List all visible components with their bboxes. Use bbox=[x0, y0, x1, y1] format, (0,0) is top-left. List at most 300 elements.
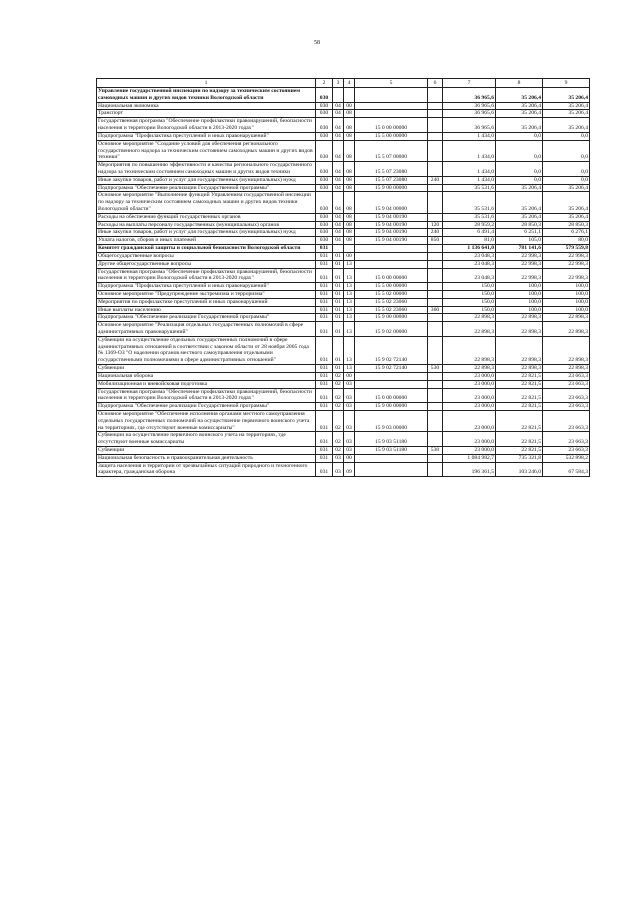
target-article-cell: 15 0 00 00000 bbox=[355, 388, 428, 403]
table-row bbox=[97, 388, 590, 403]
table-row bbox=[97, 306, 590, 314]
amount-col7-cell: 36 965,6 bbox=[443, 118, 496, 133]
amount-col8-cell: 22 821,5 bbox=[496, 447, 543, 455]
podrazdel-cell: 08 bbox=[344, 140, 355, 161]
expense-type-cell bbox=[428, 88, 443, 103]
amount-col9-cell: 35 206,4 bbox=[543, 102, 590, 110]
razdel-cell: 04 bbox=[333, 110, 344, 118]
podrazdel-cell bbox=[344, 88, 355, 103]
expense-type-cell bbox=[428, 118, 443, 133]
amount-col7-cell: 36 965,6 bbox=[443, 102, 496, 110]
amount-col9-cell: 35 206,4 bbox=[543, 110, 590, 118]
target-article-cell: 15 9 02 00000 bbox=[355, 322, 428, 337]
glava-cell: 031 bbox=[316, 336, 333, 364]
amount-col7-cell: 1 136 641,0 bbox=[443, 245, 496, 253]
podrazdel-cell: 13 bbox=[344, 260, 355, 268]
glava-cell: 030 bbox=[316, 176, 333, 184]
amount-col7-cell: 1 434,0 bbox=[443, 140, 496, 161]
table-row bbox=[97, 462, 590, 477]
amount-col7-cell: 35 531,6 bbox=[443, 213, 496, 221]
description-cell: Основное мероприятие "Реализация отдельных государственных полномочий в сфере административных правонарушений" bbox=[97, 322, 316, 337]
description-cell: Иные закупки товаров, работ и услуг для государственных (муниципальных) нужд bbox=[97, 229, 316, 237]
podrazdel-cell: 03 bbox=[344, 388, 355, 403]
expense-type-cell bbox=[428, 380, 443, 388]
glava-cell: 030 bbox=[316, 237, 333, 245]
target-article-cell: 15 9 03 00000 bbox=[355, 410, 428, 431]
glava-cell: 031 bbox=[316, 403, 333, 411]
podrazdel-cell: 08 bbox=[344, 132, 355, 140]
expense-type-cell bbox=[428, 298, 443, 306]
razdel-cell: 04 bbox=[333, 140, 344, 161]
amount-col8-cell: 100,0 bbox=[496, 298, 543, 306]
amount-col8-cell: 22 898,3 bbox=[496, 314, 543, 322]
razdel-cell: 01 bbox=[333, 260, 344, 268]
description-cell: Субвенции bbox=[97, 447, 316, 455]
glava-cell: 031 bbox=[316, 283, 333, 291]
glava-cell: 031 bbox=[316, 306, 333, 314]
razdel-cell: 02 bbox=[333, 372, 344, 380]
expense-type-cell bbox=[428, 213, 443, 221]
amount-col8-cell: 35 206,4 bbox=[496, 110, 543, 118]
expense-type-cell bbox=[428, 290, 443, 298]
amount-col9-cell: 100,0 bbox=[543, 306, 590, 314]
amount-col8-cell: 22 821,5 bbox=[496, 410, 543, 431]
description-cell: Государственная программа "Обеспечение профилактики правонарушений, безопасности населения и территории Вологодской области в 2013-2020 годах" bbox=[97, 388, 316, 403]
razdel-cell: 01 bbox=[333, 252, 344, 260]
expense-type-cell bbox=[428, 110, 443, 118]
table-row bbox=[97, 245, 590, 253]
target-article-cell bbox=[355, 380, 428, 388]
expense-type-cell bbox=[428, 388, 443, 403]
glava-cell: 030 bbox=[316, 221, 333, 229]
amount-col8-cell: 35 206,4 bbox=[496, 118, 543, 133]
target-article-cell bbox=[355, 252, 428, 260]
podrazdel-cell: 08 bbox=[344, 162, 355, 177]
amount-col8-cell: 0,0 bbox=[496, 140, 543, 161]
description-cell: Иные выплаты населению bbox=[97, 306, 316, 314]
amount-col7-cell: 36 965,6 bbox=[443, 88, 496, 103]
podrazdel-cell: 13 bbox=[344, 314, 355, 322]
amount-col8-cell: 35 206,4 bbox=[496, 192, 543, 213]
table-row bbox=[97, 237, 590, 245]
table-row bbox=[97, 447, 590, 455]
table-row bbox=[97, 365, 590, 373]
amount-col8-cell: 35 206,4 bbox=[496, 213, 543, 221]
glava-cell: 030 bbox=[316, 229, 333, 237]
expense-type-cell: 240 bbox=[428, 229, 443, 237]
razdel-cell: 04 bbox=[333, 192, 344, 213]
glava-cell: 030 bbox=[316, 110, 333, 118]
description-cell: Национальная экономика bbox=[97, 102, 316, 110]
header-cell: 9 bbox=[543, 79, 590, 88]
glava-cell: 030 bbox=[316, 118, 333, 133]
podrazdel-cell: 00 bbox=[344, 454, 355, 462]
description-cell: Расходы на выплаты персоналу государственных (муниципальных) органов bbox=[97, 221, 316, 229]
target-article-cell bbox=[355, 462, 428, 477]
description-cell: Уплата налогов, сборов и иных платежей bbox=[97, 237, 316, 245]
description-cell: Основное мероприятие "Обеспечение исполнения органами местного самоуправления отдельных государственных полномочий на осуществление первичного воинского учета на территориях, где отсутствуют военные комиссариаты" bbox=[97, 410, 316, 431]
target-article-cell: 15 9 00 00000 bbox=[355, 184, 428, 192]
description-cell: Управление государственной инспекции по надзору за техническим состоянием самоходных машин и других видов техники Вологодской области bbox=[97, 88, 316, 103]
razdel-cell: 02 bbox=[333, 432, 344, 447]
target-article-cell bbox=[355, 245, 428, 253]
podrazdel-cell: 13 bbox=[344, 283, 355, 291]
amount-col9-cell: 100,0 bbox=[543, 283, 590, 291]
glava-cell: 031 bbox=[316, 252, 333, 260]
glava-cell: 031 bbox=[316, 388, 333, 403]
amount-col8-cell: 35 206,4 bbox=[496, 102, 543, 110]
razdel-cell: 03 bbox=[333, 462, 344, 477]
glava-cell: 031 bbox=[316, 245, 333, 253]
amount-col9-cell: 23 663,3 bbox=[543, 432, 590, 447]
amount-col7-cell: 6 491,4 bbox=[443, 229, 496, 237]
table-row bbox=[97, 268, 590, 283]
razdel-cell: 04 bbox=[333, 213, 344, 221]
amount-col7-cell: 35 531,6 bbox=[443, 192, 496, 213]
table-row bbox=[97, 176, 590, 184]
razdel-cell bbox=[333, 245, 344, 253]
table-row bbox=[97, 102, 590, 110]
header-cell: 1 bbox=[97, 79, 316, 88]
table-row bbox=[97, 252, 590, 260]
description-cell: Подпрограмма "Обеспечение реализации Государственной программы" bbox=[97, 184, 316, 192]
amount-col7-cell: 150,0 bbox=[443, 283, 496, 291]
amount-col9-cell: 80,0 bbox=[543, 237, 590, 245]
expense-type-cell bbox=[428, 132, 443, 140]
target-article-cell bbox=[355, 102, 428, 110]
razdel-cell: 02 bbox=[333, 380, 344, 388]
target-article-cell: 15 0 00 00000 bbox=[355, 268, 428, 283]
target-article-cell: 15 9 00 00000 bbox=[355, 314, 428, 322]
expense-type-cell bbox=[428, 252, 443, 260]
expense-type-cell bbox=[428, 410, 443, 431]
target-article-cell bbox=[355, 88, 428, 103]
amount-col8-cell: 28 850,3 bbox=[496, 221, 543, 229]
amount-col9-cell: 35 206,4 bbox=[543, 184, 590, 192]
amount-col9-cell: 23 663,3 bbox=[543, 380, 590, 388]
amount-col8-cell: 35 206,4 bbox=[496, 184, 543, 192]
table-row bbox=[97, 322, 590, 337]
header-cell: 7 bbox=[443, 79, 496, 88]
podrazdel-cell: 00 bbox=[344, 102, 355, 110]
amount-col7-cell: 150,0 bbox=[443, 298, 496, 306]
amount-col8-cell: 0,0 bbox=[496, 176, 543, 184]
razdel-cell: 01 bbox=[333, 290, 344, 298]
description-cell: Основное мероприятие "Предупреждение экстремизма и терроризма" bbox=[97, 290, 316, 298]
podrazdel-cell: 13 bbox=[344, 365, 355, 373]
amount-col9-cell: 532 898,2 bbox=[543, 454, 590, 462]
podrazdel-cell: 08 bbox=[344, 229, 355, 237]
razdel-cell: 01 bbox=[333, 283, 344, 291]
table-row bbox=[97, 221, 590, 229]
razdel-cell: 01 bbox=[333, 298, 344, 306]
amount-col7-cell: 23 000,0 bbox=[443, 432, 496, 447]
amount-col7-cell: 28 959,2 bbox=[443, 221, 496, 229]
amount-col7-cell: 22 898,3 bbox=[443, 336, 496, 364]
amount-col7-cell: 23 000,0 bbox=[443, 410, 496, 431]
razdel-cell: 04 bbox=[333, 237, 344, 245]
amount-col9-cell: 22 898,3 bbox=[543, 336, 590, 364]
expense-type-cell bbox=[428, 268, 443, 283]
glava-cell: 030 bbox=[316, 102, 333, 110]
table-row bbox=[97, 432, 590, 447]
podrazdel-cell: 03 bbox=[344, 447, 355, 455]
podrazdel-cell: 08 bbox=[344, 237, 355, 245]
target-article-cell: 15 9 04 00190 bbox=[355, 229, 428, 237]
amount-col9-cell: 0,0 bbox=[543, 176, 590, 184]
amount-col7-cell: 22 898,3 bbox=[443, 322, 496, 337]
amount-col7-cell: 22 898,3 bbox=[443, 314, 496, 322]
amount-col8-cell: 22 998,3 bbox=[496, 260, 543, 268]
razdel-cell: 02 bbox=[333, 447, 344, 455]
amount-col7-cell: 23 048,3 bbox=[443, 260, 496, 268]
amount-col9-cell: 6 276,1 bbox=[543, 229, 590, 237]
expense-type-cell bbox=[428, 102, 443, 110]
expense-type-cell bbox=[428, 432, 443, 447]
table-row bbox=[97, 213, 590, 221]
table-row bbox=[97, 314, 590, 322]
target-article-cell bbox=[355, 372, 428, 380]
target-article-cell: 15 5 02 00000 bbox=[355, 290, 428, 298]
amount-col9-cell: 22 898,3 bbox=[543, 314, 590, 322]
amount-col9-cell: 22 898,3 bbox=[543, 365, 590, 373]
amount-col8-cell: 735 321,8 bbox=[496, 454, 543, 462]
table-row bbox=[97, 380, 590, 388]
expense-type-cell bbox=[428, 336, 443, 364]
target-article-cell: 15 9 04 00190 bbox=[355, 237, 428, 245]
amount-col7-cell: 1 434,0 bbox=[443, 132, 496, 140]
podrazdel-cell: 03 bbox=[344, 380, 355, 388]
amount-col9-cell: 35 206,4 bbox=[543, 88, 590, 103]
amount-col9-cell: 35 206,4 bbox=[543, 192, 590, 213]
glava-cell: 031 bbox=[316, 432, 333, 447]
razdel-cell: 04 bbox=[333, 102, 344, 110]
table-row bbox=[97, 290, 590, 298]
amount-col9-cell: 0,0 bbox=[543, 140, 590, 161]
amount-col8-cell: 100,0 bbox=[496, 306, 543, 314]
amount-col7-cell: 23 048,3 bbox=[443, 268, 496, 283]
table-row bbox=[97, 140, 590, 161]
amount-col8-cell: 22 998,3 bbox=[496, 268, 543, 283]
podrazdel-cell: 13 bbox=[344, 336, 355, 364]
amount-col8-cell: 781 141,6 bbox=[496, 245, 543, 253]
header-cell: 6 bbox=[428, 79, 443, 88]
amount-col8-cell: 22 998,3 bbox=[496, 252, 543, 260]
amount-col9-cell: 23 663,3 bbox=[543, 388, 590, 403]
description-cell: Национальная оборона bbox=[97, 372, 316, 380]
amount-col8-cell: 22 898,3 bbox=[496, 365, 543, 373]
page-number: 58 bbox=[314, 40, 320, 46]
amount-col7-cell: 1 434,0 bbox=[443, 176, 496, 184]
target-article-cell: 15 5 02 23060 bbox=[355, 306, 428, 314]
expense-type-cell bbox=[428, 454, 443, 462]
expense-type-cell bbox=[428, 140, 443, 161]
glava-cell: 031 bbox=[316, 372, 333, 380]
target-article-cell: 15 9 00 00000 bbox=[355, 403, 428, 411]
expense-type-cell: 530 bbox=[428, 447, 443, 455]
amount-col7-cell: 23 000,0 bbox=[443, 447, 496, 455]
target-article-cell: 15 0 00 00000 bbox=[355, 118, 428, 133]
table-row bbox=[97, 454, 590, 462]
amount-col8-cell: 22 821,5 bbox=[496, 372, 543, 380]
glava-cell: 031 bbox=[316, 447, 333, 455]
glava-cell: 030 bbox=[316, 88, 333, 103]
description-cell: Защита населения и территории от чрезвычайных ситуаций природного и техногенного характера, гражданская оборона bbox=[97, 462, 316, 477]
amount-col7-cell: 23 000,0 bbox=[443, 403, 496, 411]
podrazdel-cell: 09 bbox=[344, 462, 355, 477]
table-row bbox=[97, 283, 590, 291]
razdel-cell: 02 bbox=[333, 388, 344, 403]
description-cell: Подпрограмма "Обеспечение реализации Государственной программы" bbox=[97, 314, 316, 322]
amount-col7-cell: 23 048,3 bbox=[443, 252, 496, 260]
amount-col7-cell: 23 000,0 bbox=[443, 388, 496, 403]
glava-cell: 031 bbox=[316, 260, 333, 268]
target-article-cell: 15 5 07 00000 bbox=[355, 140, 428, 161]
amount-col8-cell: 22 821,5 bbox=[496, 388, 543, 403]
expense-type-cell bbox=[428, 462, 443, 477]
razdel-cell: 01 bbox=[333, 336, 344, 364]
target-article-cell: 15 9 04 00000 bbox=[355, 192, 428, 213]
amount-col9-cell: 23 663,3 bbox=[543, 372, 590, 380]
glava-cell: 031 bbox=[316, 365, 333, 373]
amount-col8-cell: 35 206,4 bbox=[496, 88, 543, 103]
target-article-cell: 15 9 02 72140 bbox=[355, 336, 428, 364]
razdel-cell: 01 bbox=[333, 322, 344, 337]
description-cell: Основное мероприятие "Выполнение функций Управлением государственной инспекции по надзору за техническим состоянием самоходных машин и других видов техники Вологодской области" bbox=[97, 192, 316, 213]
razdel-cell: 04 bbox=[333, 221, 344, 229]
description-cell: Субвенции на осуществление отдельных государственных полномочий в сфере административных отношений в соответствии с законом области от 28 ноября 2005 года № 1369-ОЗ "О наделении органов местного самоуправления отдельными государственными полномочиями в сфере административных отношений" bbox=[97, 336, 316, 364]
description-cell: Другие общегосударственные вопросы bbox=[97, 260, 316, 268]
target-article-cell: 15 9 03 51180 bbox=[355, 447, 428, 455]
razdel-cell: 01 bbox=[333, 314, 344, 322]
glava-cell: 031 bbox=[316, 454, 333, 462]
expense-type-cell bbox=[428, 403, 443, 411]
expense-type-cell bbox=[428, 322, 443, 337]
podrazdel-cell: 13 bbox=[344, 298, 355, 306]
table-row bbox=[97, 229, 590, 237]
razdel-cell: 02 bbox=[333, 410, 344, 431]
description-cell: Основное мероприятие "Создание условий для обеспечения регионального государственного надзора за техническим состоянием самоходных машин и других видов техники" bbox=[97, 140, 316, 161]
podrazdel-cell: 00 bbox=[344, 372, 355, 380]
target-article-cell bbox=[355, 110, 428, 118]
target-article-cell bbox=[355, 260, 428, 268]
razdel-cell: 01 bbox=[333, 365, 344, 373]
podrazdel-cell: 13 bbox=[344, 306, 355, 314]
table-row bbox=[97, 110, 590, 118]
podrazdel-cell: 00 bbox=[344, 252, 355, 260]
table-row bbox=[97, 260, 590, 268]
expense-type-cell bbox=[428, 245, 443, 253]
amount-col8-cell: 6 251,1 bbox=[496, 229, 543, 237]
header-cell: 2 bbox=[316, 79, 333, 88]
description-cell: Национальная безопасность и правоохранительная деятельность bbox=[97, 454, 316, 462]
amount-col8-cell: 0,0 bbox=[496, 132, 543, 140]
target-article-cell bbox=[355, 454, 428, 462]
table-row bbox=[97, 192, 590, 213]
table-row bbox=[97, 132, 590, 140]
podrazdel-cell: 13 bbox=[344, 290, 355, 298]
amount-col8-cell: 100,0 bbox=[496, 290, 543, 298]
podrazdel-cell: 13 bbox=[344, 322, 355, 337]
target-article-cell: 15 5 00 00000 bbox=[355, 132, 428, 140]
amount-col7-cell: 36 965,6 bbox=[443, 110, 496, 118]
amount-col8-cell: 100,0 bbox=[496, 283, 543, 291]
podrazdel-cell: 08 bbox=[344, 192, 355, 213]
description-cell: Подпрограмма "Профилактика преступлений и иных правонарушений" bbox=[97, 283, 316, 291]
amount-col8-cell: 22 898,3 bbox=[496, 336, 543, 364]
amount-col7-cell: 81,0 bbox=[443, 237, 496, 245]
glava-cell: 030 bbox=[316, 132, 333, 140]
expense-type-cell: 120 bbox=[428, 221, 443, 229]
amount-col7-cell: 22 898,3 bbox=[443, 365, 496, 373]
expense-type-cell bbox=[428, 184, 443, 192]
razdel-cell: 04 bbox=[333, 132, 344, 140]
glava-cell: 031 bbox=[316, 462, 333, 477]
razdel-cell: 02 bbox=[333, 403, 344, 411]
amount-col9-cell: 0,0 bbox=[543, 162, 590, 177]
table-row bbox=[97, 410, 590, 431]
glava-cell: 030 bbox=[316, 162, 333, 177]
amount-col9-cell: 579 559,8 bbox=[543, 245, 590, 253]
podrazdel-cell: 03 bbox=[344, 410, 355, 431]
glava-cell: 031 bbox=[316, 290, 333, 298]
podrazdel-cell: 08 bbox=[344, 118, 355, 133]
target-article-cell: 15 9 03 51180 bbox=[355, 432, 428, 447]
razdel-cell: 04 bbox=[333, 118, 344, 133]
target-article-cell: 15 5 07 23080 bbox=[355, 176, 428, 184]
podrazdel-cell: 08 bbox=[344, 110, 355, 118]
glava-cell: 030 bbox=[316, 184, 333, 192]
table-row bbox=[97, 118, 590, 133]
target-article-cell: 15 5 00 00000 bbox=[355, 283, 428, 291]
razdel-cell: 04 bbox=[333, 229, 344, 237]
table-row bbox=[97, 403, 590, 411]
glava-cell: 030 bbox=[316, 140, 333, 161]
amount-col9-cell: 23 663,3 bbox=[543, 447, 590, 455]
amount-col7-cell: 1 434,0 bbox=[443, 162, 496, 177]
expense-type-cell bbox=[428, 314, 443, 322]
podrazdel-cell: 08 bbox=[344, 213, 355, 221]
expense-type-cell bbox=[428, 260, 443, 268]
description-cell: Мобилизационная и вневойсковая подготовка bbox=[97, 380, 316, 388]
target-article-cell: 15 9 02 72140 bbox=[355, 365, 428, 373]
budget-table bbox=[96, 78, 590, 477]
glava-cell: 030 bbox=[316, 213, 333, 221]
glava-cell: 031 bbox=[316, 314, 333, 322]
amount-col9-cell: 22 898,3 bbox=[543, 322, 590, 337]
podrazdel-cell: 08 bbox=[344, 176, 355, 184]
amount-col7-cell: 1 084 982,7 bbox=[443, 454, 496, 462]
amount-col9-cell: 22 998,3 bbox=[543, 268, 590, 283]
header-cell: 3 bbox=[333, 79, 344, 88]
razdel-cell: 04 bbox=[333, 176, 344, 184]
target-article-cell: 15 9 04 00190 bbox=[355, 221, 428, 229]
amount-col9-cell: 22 998,3 bbox=[543, 252, 590, 260]
amount-col7-cell: 23 000,0 bbox=[443, 372, 496, 380]
amount-col9-cell: 28 850,3 bbox=[543, 221, 590, 229]
description-cell: Общегосударственные вопросы bbox=[97, 252, 316, 260]
amount-col9-cell: 35 206,4 bbox=[543, 213, 590, 221]
header-cell: 5 bbox=[355, 79, 428, 88]
amount-col8-cell: 22 821,5 bbox=[496, 380, 543, 388]
header-cell: 4 bbox=[344, 79, 355, 88]
glava-cell: 031 bbox=[316, 322, 333, 337]
description-cell: Мероприятия по профилактике преступлений и иных правонарушений bbox=[97, 298, 316, 306]
description-cell: Мероприятия по повышению эффективности и качества регионального государственного надзора за техническим состоянием самоходных машин и других видов техники bbox=[97, 162, 316, 177]
podrazdel-cell bbox=[344, 245, 355, 253]
glava-cell: 031 bbox=[316, 298, 333, 306]
amount-col9-cell: 0,0 bbox=[543, 132, 590, 140]
